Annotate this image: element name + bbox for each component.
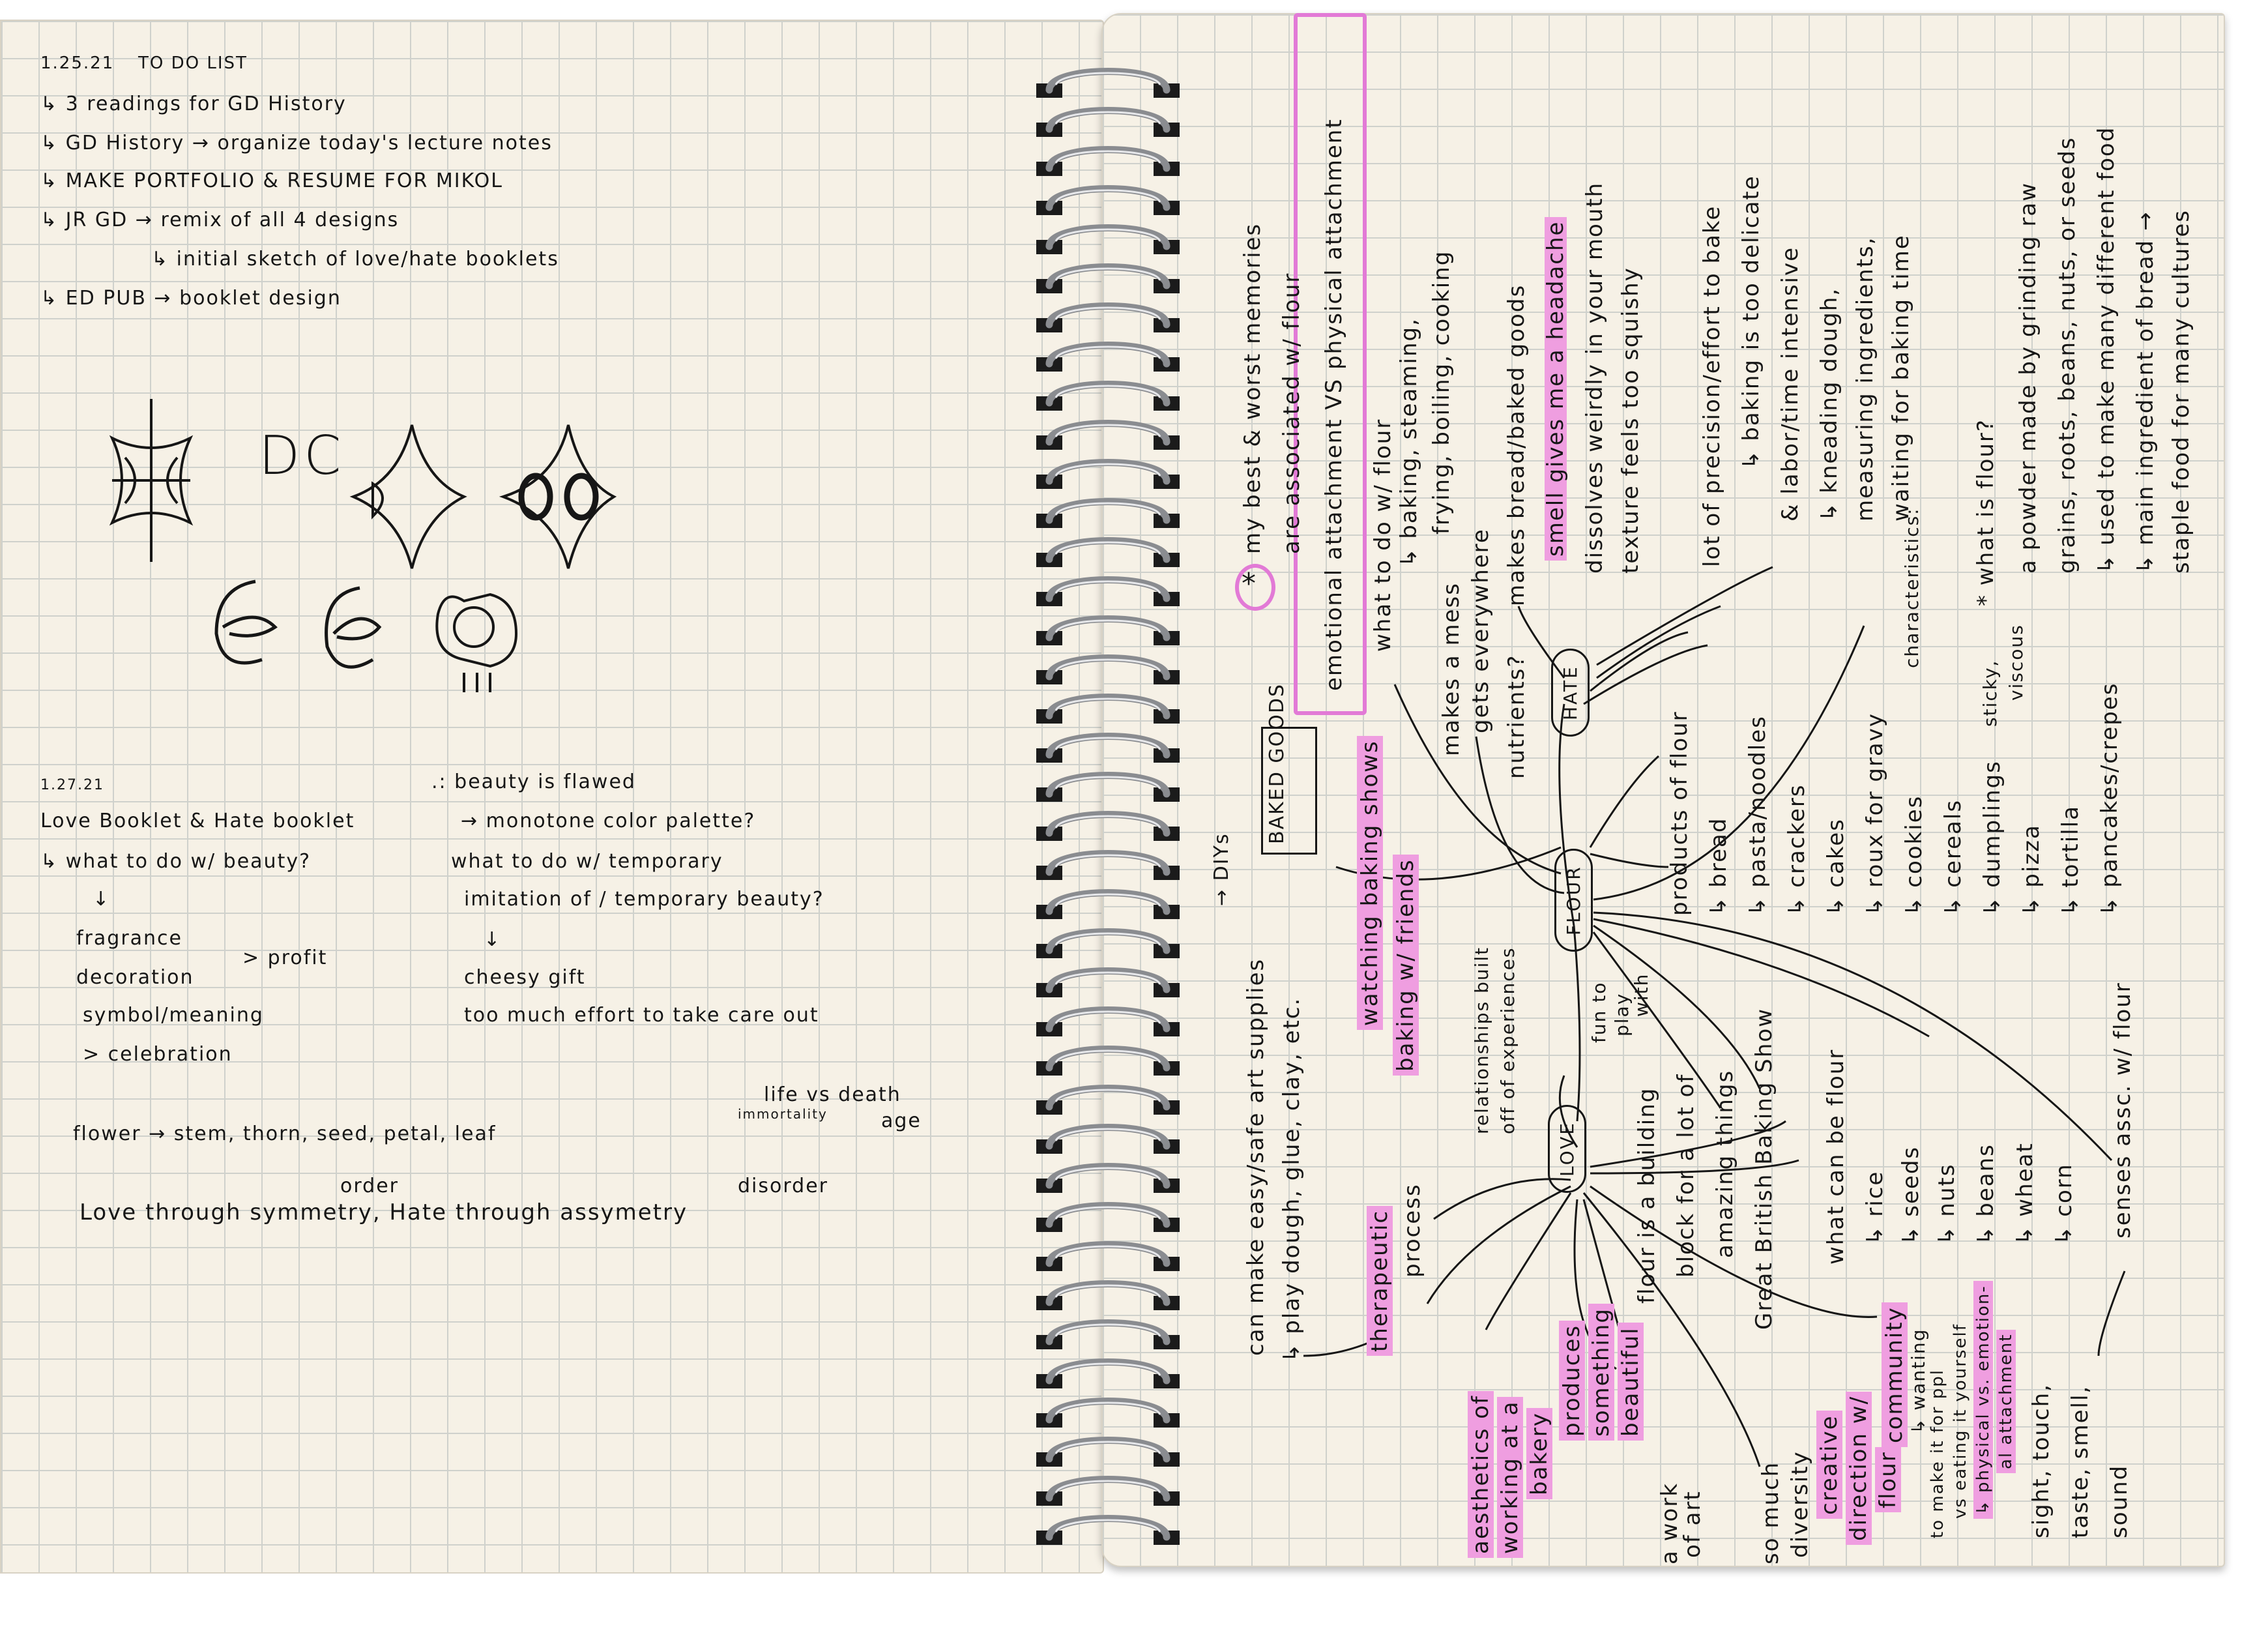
precision-line: lot of precision/effort to bake [1699, 205, 1725, 567]
spiral-coil [1036, 463, 1180, 490]
coil-wire [1049, 345, 1167, 364]
spiral-coil [1036, 815, 1180, 842]
coil-wire [1049, 306, 1167, 325]
products-item: ↳ cereals [1940, 799, 1966, 916]
highlight: working at a [1497, 1397, 1523, 1558]
notes-line: disorder [738, 1175, 829, 1197]
spiral-coil [1036, 1362, 1180, 1389]
coil-wire [1049, 815, 1167, 834]
senses-item: taste, smell, [2067, 1385, 2093, 1538]
highlight: ↳ physical vs. emotion- [1973, 1281, 1993, 1519]
spiral-coil [1036, 1049, 1180, 1076]
highlight: something [1588, 1304, 1614, 1441]
what-can-item: ↳ corn [2051, 1163, 2077, 1245]
highlight: flour [1875, 1447, 1901, 1512]
building-line: flour is a building [1634, 1087, 1660, 1304]
products-item: ↳ roux for gravy [1862, 712, 1888, 916]
hate-item: dissolves weirdly in your mouth [1582, 181, 1608, 574]
produces-line [1561, 1321, 1583, 1441]
mess-line: gets everywhere [1468, 528, 1494, 733]
spiral-coil [1036, 267, 1180, 294]
what-is-line: ↳ used to make many different food [2093, 126, 2119, 574]
relationships-line: relationships built [1471, 946, 1492, 1134]
hate-item: texture feels too squishy [1618, 267, 1644, 574]
coil-wire [1049, 502, 1167, 521]
sticky-line: sticky, [1979, 659, 2001, 727]
creative-line [1848, 1392, 1870, 1545]
spiral-coil [1036, 658, 1180, 685]
notes-line: → monotone color palette? [461, 810, 756, 832]
spiral-coil [1036, 72, 1180, 98]
senses-item: sound [2106, 1464, 2132, 1538]
spiral-coil [1036, 1323, 1180, 1350]
spiral-coil [1036, 150, 1180, 177]
coil-wire [1049, 111, 1167, 130]
products-item: products of flour [1666, 711, 1693, 916]
highlight: aesthetics of [1468, 1391, 1494, 1558]
notes-line: immortality [738, 1106, 828, 1122]
highlight: community [1882, 1302, 1908, 1447]
spiral-coil [1036, 111, 1180, 138]
todo-date: 1.25.21 [40, 53, 115, 73]
nutrients-label: nutrients? [1504, 654, 1530, 779]
products-item: ↳ tortilla [2057, 805, 2084, 916]
coil-wire [1049, 1480, 1167, 1499]
building-line: block for a lot of [1673, 1073, 1699, 1278]
highlight: creative [1816, 1411, 1842, 1519]
coil-wire [1049, 1049, 1167, 1068]
spiral-coil [1036, 189, 1180, 216]
highlight: therapeutic [1367, 1206, 1393, 1356]
what-is-line: ↳ main ingredient of bread → [2132, 211, 2159, 574]
aesthetics-line [1528, 1408, 1550, 1499]
coil-wire [1049, 150, 1167, 169]
highlight: bakery [1526, 1408, 1552, 1499]
art-line: can make easy/safe art supplies [1243, 958, 1269, 1356]
notes-line: flower → stem, thorn, seed, petal, leaf [73, 1122, 497, 1145]
products-item: ↳ cakes [1823, 818, 1849, 916]
coil-wire [1049, 424, 1167, 443]
sticky-line: viscous [2005, 624, 2027, 701]
what-is-line: a powder made by grinding raw [2015, 181, 2041, 574]
creative-line [1818, 1411, 1840, 1519]
spiral-coil [1036, 424, 1180, 450]
spiral-coil [1036, 228, 1180, 255]
todo-item: ↳ initial sketch of love/hate booklets [151, 248, 559, 271]
coil-wire [1049, 1362, 1167, 1381]
coil-wire [1049, 1206, 1167, 1225]
coil-wire [1049, 580, 1167, 599]
precision-line: ↳ baking is too delicate [1738, 175, 1764, 469]
products-item: ↳ dumplings [1979, 760, 2005, 916]
left-notebook-page [0, 20, 1104, 1574]
work-of-art-line: a work [1657, 1482, 1683, 1564]
coil-wire [1049, 1401, 1167, 1420]
spiral-coil [1036, 345, 1180, 372]
memory-line: my best & worst memories [1240, 222, 1266, 554]
coil-wire [1049, 971, 1167, 990]
notes-line: ↳ what to do w/ beauty? [40, 850, 312, 873]
spiral-coil [1036, 1010, 1180, 1037]
what-can-item: ↳ seeds [1898, 1145, 1924, 1245]
notes-line: ↓ [484, 928, 502, 951]
notes-line: what to do w/ temporary [451, 850, 723, 873]
mess-line: makes a mess [1438, 582, 1464, 756]
precision-line: ↳ kneading dough, [1816, 287, 1842, 521]
products-item: ↳ bread [1706, 817, 1732, 916]
coil-wire [1049, 228, 1167, 247]
coil-wire [1049, 658, 1167, 677]
spiral-coil [1036, 1519, 1180, 1546]
building-line: amazing things [1712, 1069, 1738, 1258]
highlight: direction w/ [1846, 1392, 1872, 1545]
art-line: ↳ play dough, glue, clay, etc. [1279, 997, 1305, 1362]
community-line [1975, 1281, 1992, 1519]
products-item: ↳ pasta/noodles [1745, 715, 1771, 916]
highlight: produces [1559, 1321, 1585, 1441]
coil-wire [1049, 1441, 1167, 1459]
creative-line [1877, 1447, 1899, 1512]
what-to-do-line: ↳ baking, steaming, [1396, 317, 1422, 567]
what-is-line: staple food for many cultures [2168, 209, 2194, 574]
community-line: vs eating it yourself [1951, 1323, 1970, 1519]
todo-title: TO DO LIST [138, 53, 248, 73]
notes-line: ↓ [93, 888, 111, 911]
precision-line: measuring ingredients, [1852, 236, 1878, 521]
notes-line: imitation of / temporary beauty? [464, 888, 824, 911]
what-can-item: ↳ wheat [2012, 1142, 2038, 1245]
what-can-item: what can be flour [1823, 1048, 1849, 1265]
notes-line: .: beauty is flawed [431, 770, 636, 793]
what-can-item: ↳ nuts [1934, 1163, 1960, 1245]
star-mark: * [1242, 567, 1256, 600]
spiral-coil [1036, 1167, 1180, 1194]
diversity-line: so much [1758, 1461, 1784, 1564]
notes-line: Love through symmetry, Hate through assymetry [80, 1199, 688, 1225]
notes-line: symbol/meaning [83, 1004, 264, 1027]
memory-line: are associated w/ flour [1279, 272, 1305, 554]
notes-line: Love Booklet & Hate booklet [40, 810, 355, 832]
coil-wire [1049, 463, 1167, 482]
coil-wire [1049, 697, 1167, 716]
highlight: al attachment [1996, 1330, 2016, 1473]
spiral-coil [1036, 306, 1180, 333]
coil-wire [1049, 541, 1167, 560]
coil-wire [1049, 1010, 1167, 1029]
todo-item: ↳ ED PUB → booklet design [40, 287, 342, 310]
products-item: ↳ crackers [1784, 784, 1810, 916]
spiral-coil [1036, 502, 1180, 529]
highlight: watching baking shows [1357, 736, 1383, 1030]
what-is-line: * what is flour? [1973, 418, 1999, 606]
spiral-coil [1036, 737, 1180, 763]
spiral-coil [1036, 893, 1180, 920]
notes-line: too much effort to take care out [464, 1004, 819, 1027]
notes-line: cheesy gift [464, 966, 586, 989]
notes-line: fragrance [76, 927, 183, 950]
products-item: ↳ pizza [2018, 824, 2044, 916]
notes-date: 1.27.21 [40, 777, 104, 793]
spiral-coil [1036, 854, 1180, 881]
work-of-art-line: of art [1679, 1490, 1706, 1558]
friends-label [1395, 855, 1417, 1076]
what-to-do-line: frying, boiling, cooking [1429, 250, 1455, 535]
diys-label: → DIYs [1210, 832, 1233, 906]
memory-line: emotional attachment VS physical attachment [1321, 118, 1347, 691]
aesthetics-line [1499, 1397, 1521, 1558]
spiral-coil [1036, 971, 1180, 998]
coil-wire [1049, 1128, 1167, 1147]
therapeutic-line: process [1399, 1183, 1425, 1278]
spiral-coil [1036, 1206, 1180, 1233]
coil-wire [1049, 854, 1167, 873]
hate-item: makes bread/baked goods [1504, 284, 1530, 606]
precision-line: & labor/time intensive [1777, 246, 1803, 521]
spiral-coil [1036, 697, 1180, 724]
coil-wire [1049, 737, 1167, 755]
highlight: beautiful [1618, 1323, 1644, 1441]
spiral-coil [1036, 541, 1180, 568]
fun-line: with [1631, 973, 1652, 1017]
spiral-coil [1036, 619, 1180, 646]
produces-line [1590, 1304, 1612, 1441]
coil-wire [1049, 1323, 1167, 1342]
node-love: LOVE [1548, 1105, 1586, 1193]
highlight: baking w/ friends [1393, 855, 1419, 1076]
characteristics-label: characteristics: [1901, 507, 1923, 668]
notes-line: life vs death [764, 1083, 901, 1106]
community-line [1998, 1330, 2014, 1473]
spiral-coil [1036, 932, 1180, 959]
todo-item: ↳ GD History → organize today's lecture notes [40, 132, 553, 154]
logo-sketches [99, 386, 653, 725]
diversity-line: diversity [1787, 1450, 1813, 1558]
community-line: to make it for ppl [1928, 1369, 1947, 1538]
spiral-coil [1036, 1480, 1180, 1506]
therapeutic-line [1369, 1206, 1391, 1356]
aesthetics-line [1470, 1391, 1492, 1558]
coil-wire [1049, 1089, 1167, 1107]
notes-line: > profit [242, 946, 328, 969]
products-item: ↳ pancakes/crepes [2097, 682, 2123, 916]
spiral-coil [1036, 1128, 1180, 1154]
what-can-item: ↳ rice [1862, 1170, 1888, 1245]
fun-line: fun to [1588, 981, 1610, 1043]
coil-wire [1049, 893, 1167, 912]
spiral-coil [1036, 385, 1180, 411]
coil-wire [1049, 619, 1167, 638]
coil-wire [1049, 385, 1167, 403]
watching-label [1359, 736, 1381, 1030]
senses-label: senses assc. w/ flour [2110, 982, 2136, 1239]
coil-wire [1049, 189, 1167, 208]
what-can-item: ↳ beans [1973, 1143, 1999, 1245]
notes-line: decoration [76, 966, 194, 989]
notes-line: order [340, 1175, 399, 1197]
spiral-coil [1036, 1089, 1180, 1115]
notes-line: age [881, 1109, 922, 1132]
produces-line [1620, 1323, 1642, 1441]
todo-item: ↳ MAKE PORTFOLIO & RESUME FOR MIKOL [40, 169, 503, 192]
senses-item: sight, touch, [2028, 1383, 2054, 1538]
coil-wire [1049, 1284, 1167, 1303]
coil-wire [1049, 932, 1167, 951]
hate-item: smell gives me a headache [1545, 217, 1567, 561]
spiral-binding [1023, 52, 1193, 1577]
node-hate: HATE [1551, 649, 1590, 737]
products-item: ↳ cookies [1901, 795, 1927, 916]
spiral-coil [1036, 1401, 1180, 1428]
precision-line: waiting for baking time [1888, 234, 1914, 521]
spiral-coil [1036, 1284, 1180, 1311]
coil-wire [1049, 72, 1167, 91]
baked-goods-label: BAKED GOODS [1266, 683, 1288, 844]
sketch-dc-label: DC [259, 425, 345, 487]
coil-wire [1049, 267, 1167, 286]
fun-line: play [1611, 992, 1633, 1036]
spiral-coil [1036, 1245, 1180, 1272]
spiral-coil [1036, 1441, 1180, 1467]
node-flour: FLOUR [1554, 849, 1593, 952]
coil-wire [1049, 1519, 1167, 1538]
coil-wire [1049, 776, 1167, 795]
community-line [1883, 1302, 1906, 1447]
relationships-line: off of experiences [1497, 946, 1519, 1134]
todo-item: ↳ JR GD → remix of all 4 designs [40, 209, 400, 231]
what-to-do-line: what to do w/ flour [1370, 418, 1396, 652]
spiral-coil [1036, 580, 1180, 607]
todo-item: ↳ 3 readings for GD History [40, 93, 347, 115]
community-line: ↳ wanting [1908, 1328, 1929, 1434]
coil-wire [1049, 1167, 1167, 1186]
spiral-coil [1036, 776, 1180, 802]
what-is-line: grains, roots, beans, nuts, or seeds [2054, 136, 2080, 574]
gbbs-label: Great British Baking Show [1751, 1007, 1777, 1330]
notes-line: > celebration [83, 1043, 233, 1066]
coil-wire [1049, 1245, 1167, 1264]
